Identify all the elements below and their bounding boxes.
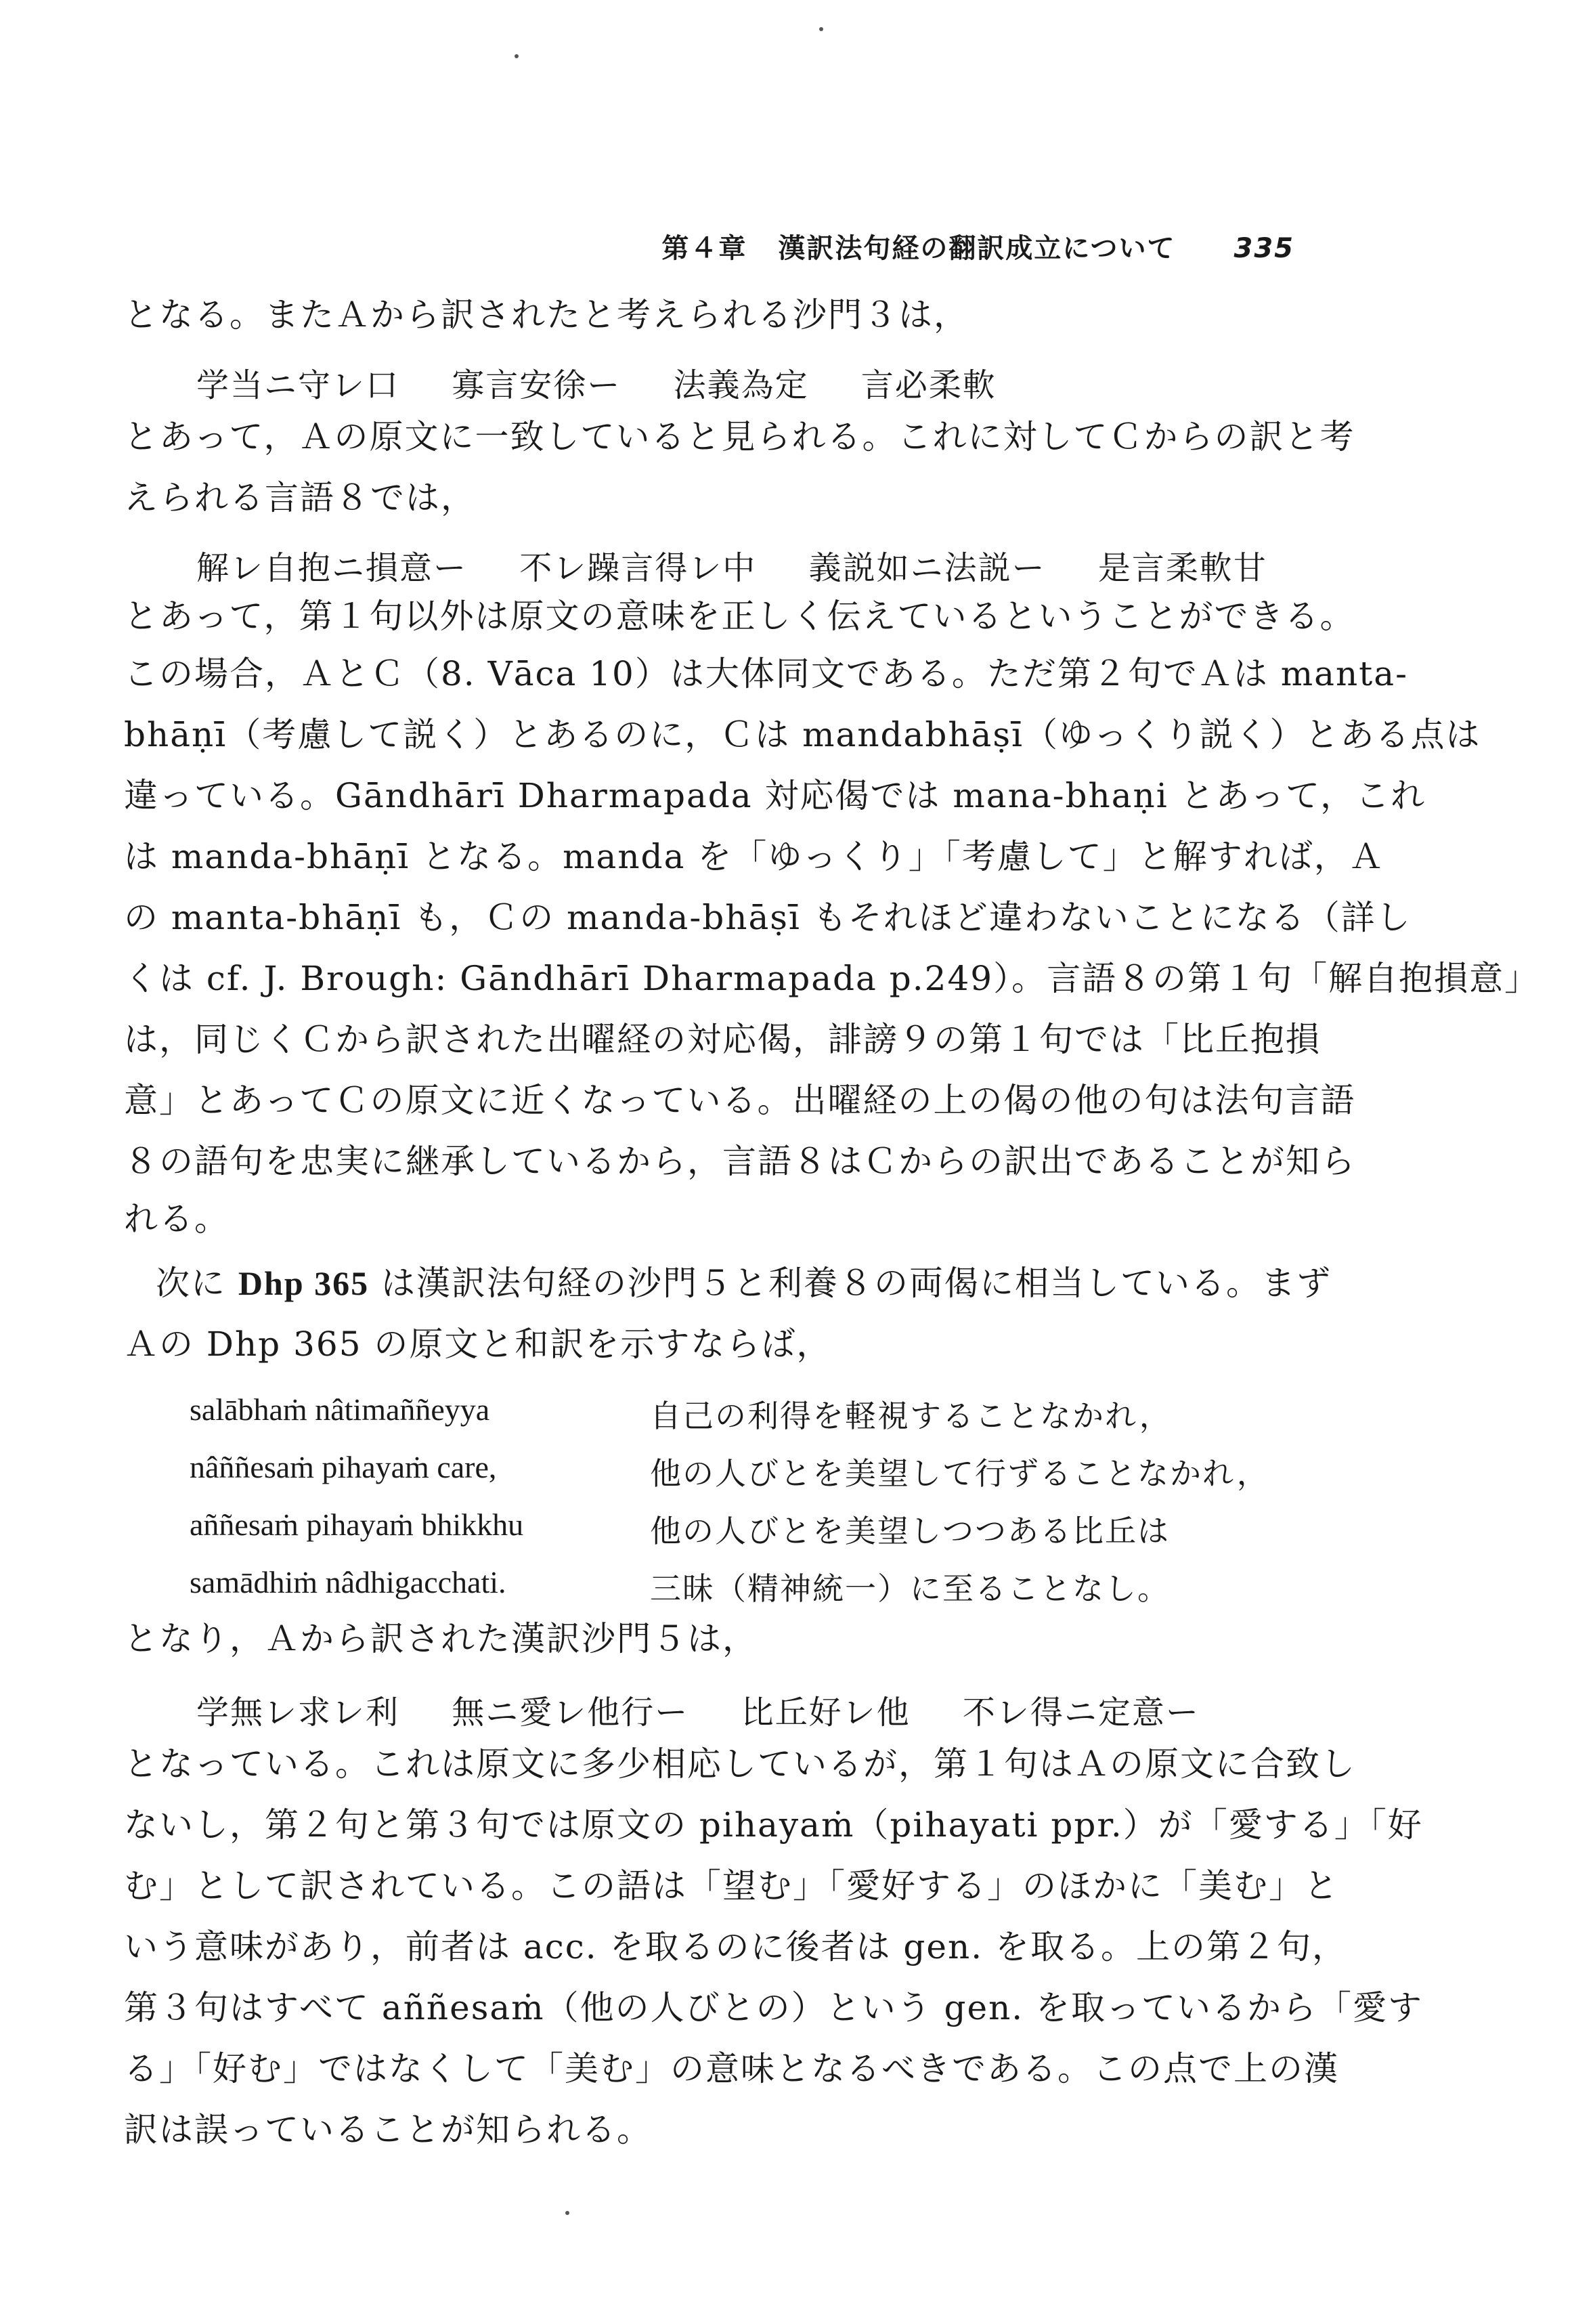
text-line: の manta-bhāṇī も，Ｃの manda-bhāṣī もそれほど違わないことになる（詳し	[124, 898, 1412, 937]
text-line	[156, 1264, 1361, 1303]
text-line: となる。またＡから訳されたと考えられる沙門３は，	[124, 295, 969, 335]
verse-phrase: 学無レ求レ利	[196, 1694, 400, 1731]
pali-text: aññesaṁ pihayaṁ bhikkhu	[190, 1507, 524, 1542]
translation-text: 三昧（精神統一）に至ることなし。	[650, 1570, 1170, 1607]
verse-phrase: 言必柔軟	[860, 366, 997, 404]
kanbun-verse	[196, 1686, 1240, 1733]
page-number: 335	[1233, 233, 1294, 264]
text-line: ８の語句を忠実に継承しているから，言語８はＣからの訳出であることが知ら	[124, 1142, 1356, 1181]
text-line: 訳は誤っていることが知られる。	[124, 2110, 652, 2149]
text-line: 意」とあってＣの原文に近くなっている。出曜経の上の偈の他の句は法句言語	[124, 1081, 1356, 1120]
text-line: は manda-bhāṇī となる。manda を「ゆっくり」「考慮して」と解すれば，Ａ	[124, 837, 1384, 876]
text-line: とあって，Ａの原文に一致していると見られる。これに対してＣからの訳と考	[124, 417, 1355, 456]
scan-speck	[565, 2211, 569, 2215]
text-fragment: は漢訳法句経の沙門５と利養８の両偈に相当している。まず	[381, 1264, 1332, 1303]
text-line: 違っている。Gāndhārī Dharmapada 対応偈では mana-bhaṇi とあって，これ	[124, 776, 1426, 815]
verse-phrase: 寡言安徐ー	[452, 366, 621, 404]
pali-text: salābhaṁ nâtimaññeyya	[190, 1392, 490, 1427]
text-line: この場合，ＡとＣ（8. Vāca 10）は大体同文である。ただ第２句でＡは manta-	[124, 654, 1408, 693]
verse-phrase: 法義為定	[673, 366, 809, 404]
verse-phrase: 是言柔軟甘	[1097, 549, 1267, 587]
text-line: となり，Ａから訳された漢訳沙門５は，	[124, 1619, 758, 1658]
scan-speck	[819, 27, 823, 31]
scan-speck	[515, 54, 519, 58]
text-line: る」「好む」ではなくして「美む」の意味となるべきである。この点で上の漢	[124, 2049, 1339, 2088]
kanbun-verse	[196, 359, 1037, 406]
text-line: えられる言語８では，	[124, 478, 476, 517]
text-line: とあって，第１句以外は原文の意味を正しく伝えているということができる。	[124, 597, 1355, 636]
text-line: となっている。これは原文に多少相応しているが，第１句はＡの原文に合致し	[124, 1744, 1356, 1784]
verse-phrase: 不レ躁言得レ中	[519, 549, 757, 587]
pali-text: nâññesaṁ pihayaṁ care,	[190, 1450, 497, 1484]
pali-text: samādhiṁ nâdhigacchati.	[190, 1565, 506, 1599]
verse-phrase: 解レ自抱ニ損意ー	[196, 549, 468, 587]
verse-phrase: 不レ得ニ定意ー	[962, 1694, 1200, 1731]
text-line: 第３句はすべて aññesaṁ（他の人びとの）という gen. を取っているから「愛す	[124, 1988, 1424, 2027]
running-header	[661, 227, 1294, 265]
translation-text: 他の人びとを美望して行ずることなかれ，	[650, 1455, 1269, 1492]
text-line: くは cf. J. Brough: Gāndhārī Dharmapada p.249）。言語８の第１句「解自抱損意」	[124, 959, 1540, 998]
verse-phrase: 比丘好レ他	[741, 1694, 911, 1731]
text-fragment: 次に	[156, 1264, 226, 1303]
text-line: ないし，第２句と第３句では原文の pihayaṁ（pihayati ppr.）が「愛する」「好	[124, 1805, 1423, 1845]
text-line: は，同じくＣから訳された出曜経の対応偈，誹謗９の第１句では「比丘抱損	[124, 1020, 1321, 1059]
text-line: れる。	[124, 1199, 230, 1239]
kanbun-verse	[196, 542, 1308, 588]
text-line: む」として訳されている。この語は「望む」「愛好する」のほかに「美む」と	[124, 1866, 1339, 1906]
dhp-reference: Dhp 365	[238, 1264, 370, 1302]
verse-phrase: 学当ニ守レ口	[196, 366, 400, 404]
text-line: いう意味があり，前者は acc. を取るのに後者は gen. を取る。上の第２句，	[124, 1927, 1347, 1966]
chapter-label: 第４章	[661, 233, 747, 264]
text-line: Ａの Dhp 365 の原文と和訳を示すならば，	[124, 1325, 832, 1364]
translation-text: 自己の利得を軽視することなかれ，	[650, 1398, 1172, 1434]
text-line: bhāṇī（考慮して説く）とあるのに，Ｃは mandabhāṣī（ゆっくり説く）とある点は	[124, 715, 1481, 754]
verse-phrase: 無ニ愛レ他行ー	[452, 1694, 689, 1731]
chapter-title: 漢訳法句経の翻訳成立について	[778, 233, 1176, 264]
translation-text: 他の人びとを美望しつつある比丘は	[650, 1513, 1170, 1549]
verse-phrase: 義説如ニ法説ー	[808, 549, 1046, 587]
